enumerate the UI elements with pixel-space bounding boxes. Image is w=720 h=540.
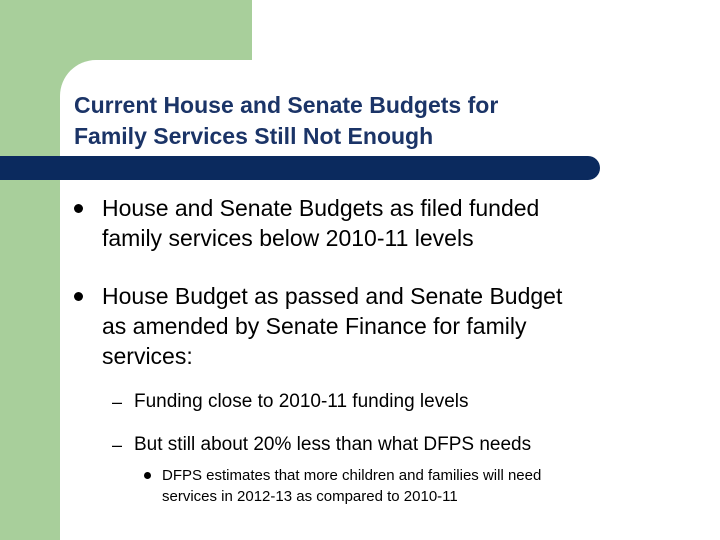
title-underline-bar [0,156,600,180]
bullet-dot-icon [74,292,83,301]
sub-sub-bullet-item-1-line-1: DFPS estimates that more children and families will need [162,467,542,484]
bullet-item-1-line-1: House and Senate Budgets as filed funded [102,195,540,221]
bullet-item-2-line-1: House Budget as passed and Senate Budget [102,283,563,309]
dash-bullet-icon: – [112,392,123,412]
sub-sub-bullet-item-1-line-2: services in 2012-13 as compared to 2010-11 [162,488,458,505]
sub-bullet-item-2-text: But still about 20% less than what DFPS needs [134,434,532,455]
dash-bullet-icon: – [112,435,123,455]
bullet-item-1-line-2: family services below 2010-11 levels [102,225,474,251]
bullet-item-1-text [102,193,672,253]
sub-sub-bullet-item-1-text [162,465,662,507]
sub-bullet-item-1-text: Funding close to 2010-11 funding levels [134,391,469,412]
bullet-item-2-line-3: services: [102,343,193,369]
bullet-item-2-text [102,281,672,371]
slide-title-line-2: Family Services Still Not Enough [74,123,434,149]
bullet-dot-icon [74,204,83,213]
slide-title [74,90,694,152]
bullet-item-2-line-2: as amended by Senate Finance for family [102,313,527,339]
bullet-dot-icon [144,472,151,479]
slide-title-line-1: Current House and Senate Budgets for [74,92,499,118]
